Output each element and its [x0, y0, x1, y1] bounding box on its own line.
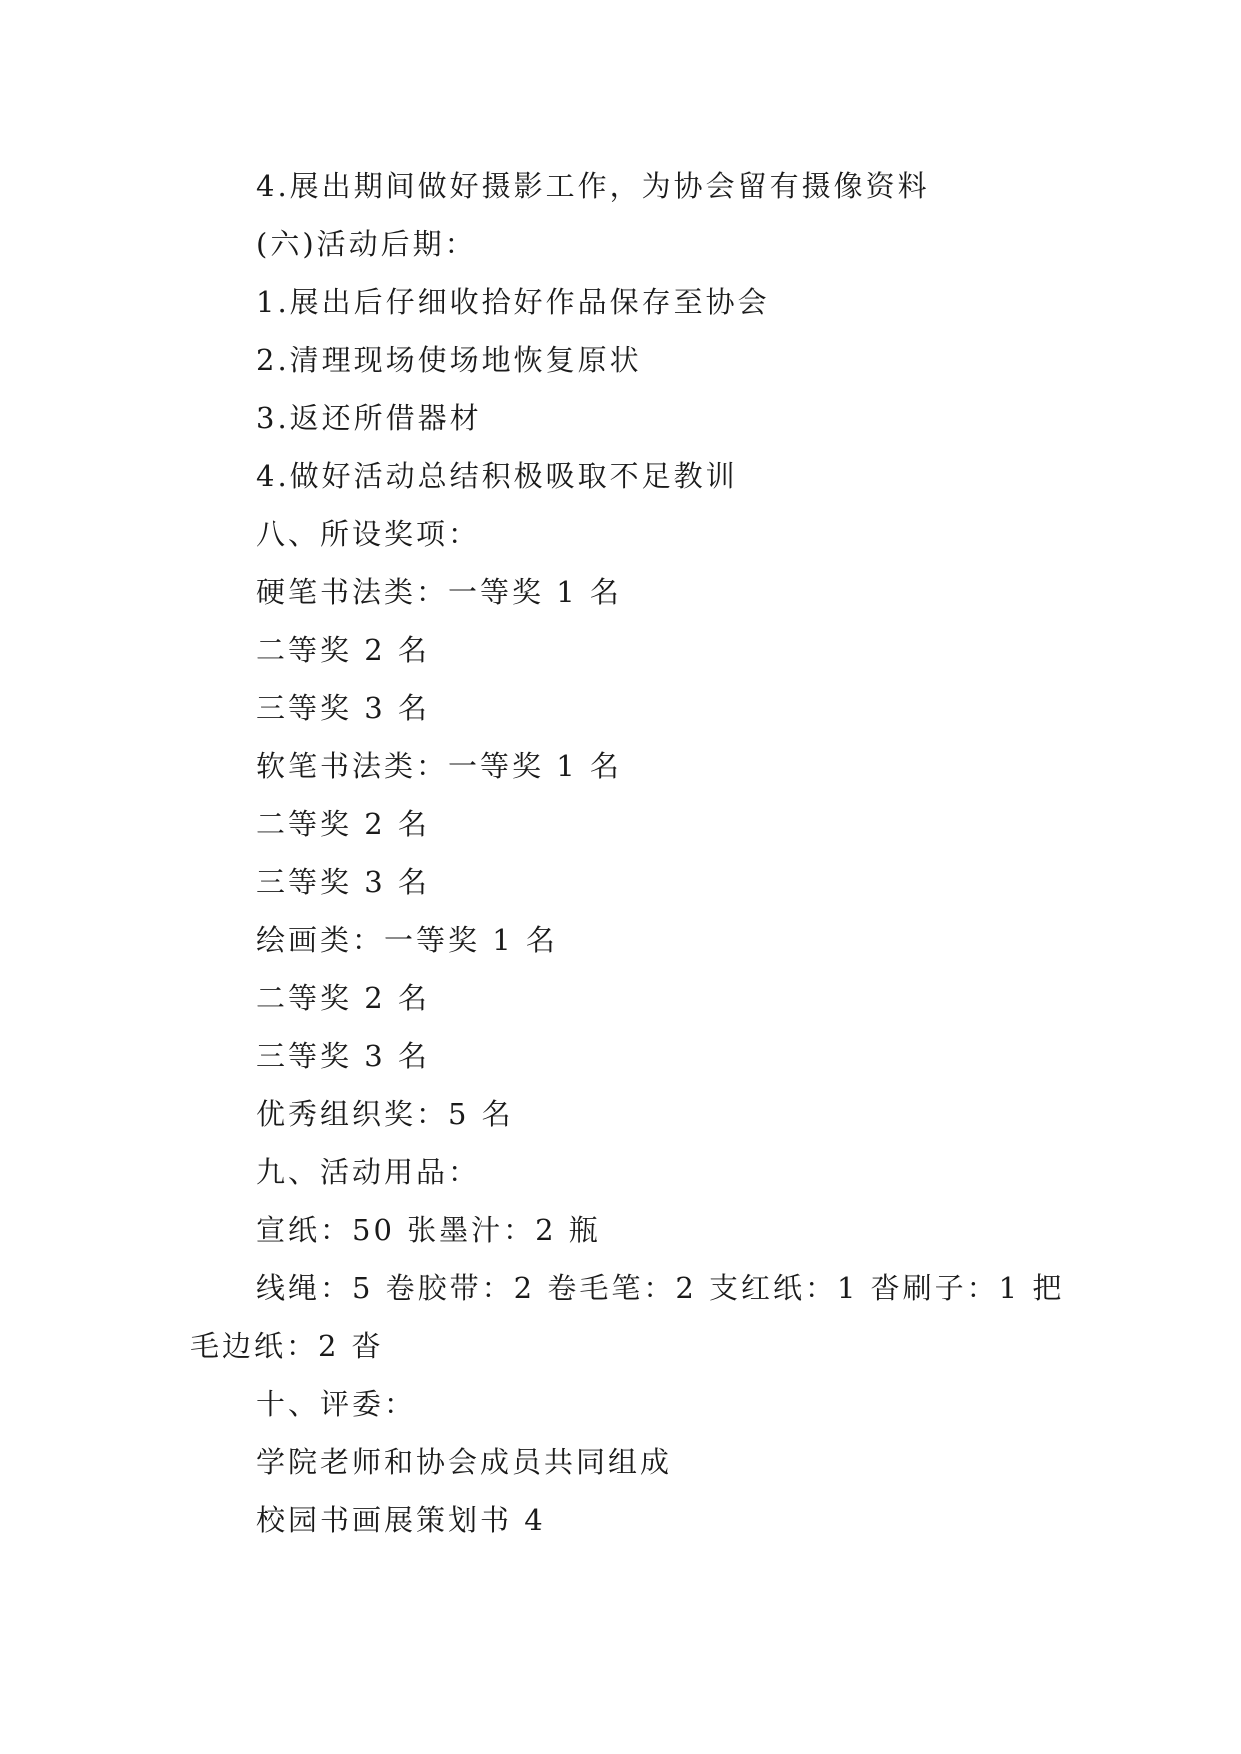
section-heading: 九、活动用品：	[256, 1155, 481, 1189]
text-line: 三等奖 3 名	[256, 865, 430, 899]
section-heading: (六)活动后期：	[256, 227, 477, 261]
text-line: 二等奖 2 名	[256, 981, 430, 1015]
text-line: 宣纸：50 张墨汁：2 瓶	[256, 1213, 601, 1247]
text-line: 1.展出后仔细收拾好作品保存至协会	[256, 285, 770, 319]
text-line: 校园书画展策划书 4	[256, 1503, 546, 1537]
text-line: 优秀组织奖：5 名	[256, 1097, 514, 1131]
text-line: 软笔书法类：一等奖 1 名	[256, 749, 622, 783]
text-line: 学院老师和协会成员共同组成	[256, 1445, 673, 1479]
text-line: 三等奖 3 名	[256, 1039, 430, 1073]
text-line: 三等奖 3 名	[256, 691, 430, 725]
text-line: 4.展出期间做好摄影工作，为协会留有摄像资料	[256, 169, 930, 203]
section-heading: 十、评委：	[256, 1387, 417, 1421]
text-line: 4.做好活动总结积极吸取不足教训	[256, 459, 738, 493]
text-line: 绘画类：一等奖 1 名	[256, 923, 558, 957]
text-line: 3.返还所借器材	[256, 401, 482, 435]
text-line: 二等奖 2 名	[256, 807, 430, 841]
text-line: 硬笔书法类：一等奖 1 名	[256, 575, 622, 609]
text-line: 2.清理现场使场地恢复原状	[256, 343, 642, 377]
text-line-continuation: 毛边纸：2 沓	[190, 1329, 384, 1363]
text-line: 二等奖 2 名	[256, 633, 430, 667]
text-line: 线绳：5 卷胶带：2 卷毛笔：2 支红纸：1 沓刷子：1 把	[256, 1271, 1065, 1305]
section-heading: 八、所设奖项：	[256, 517, 481, 551]
